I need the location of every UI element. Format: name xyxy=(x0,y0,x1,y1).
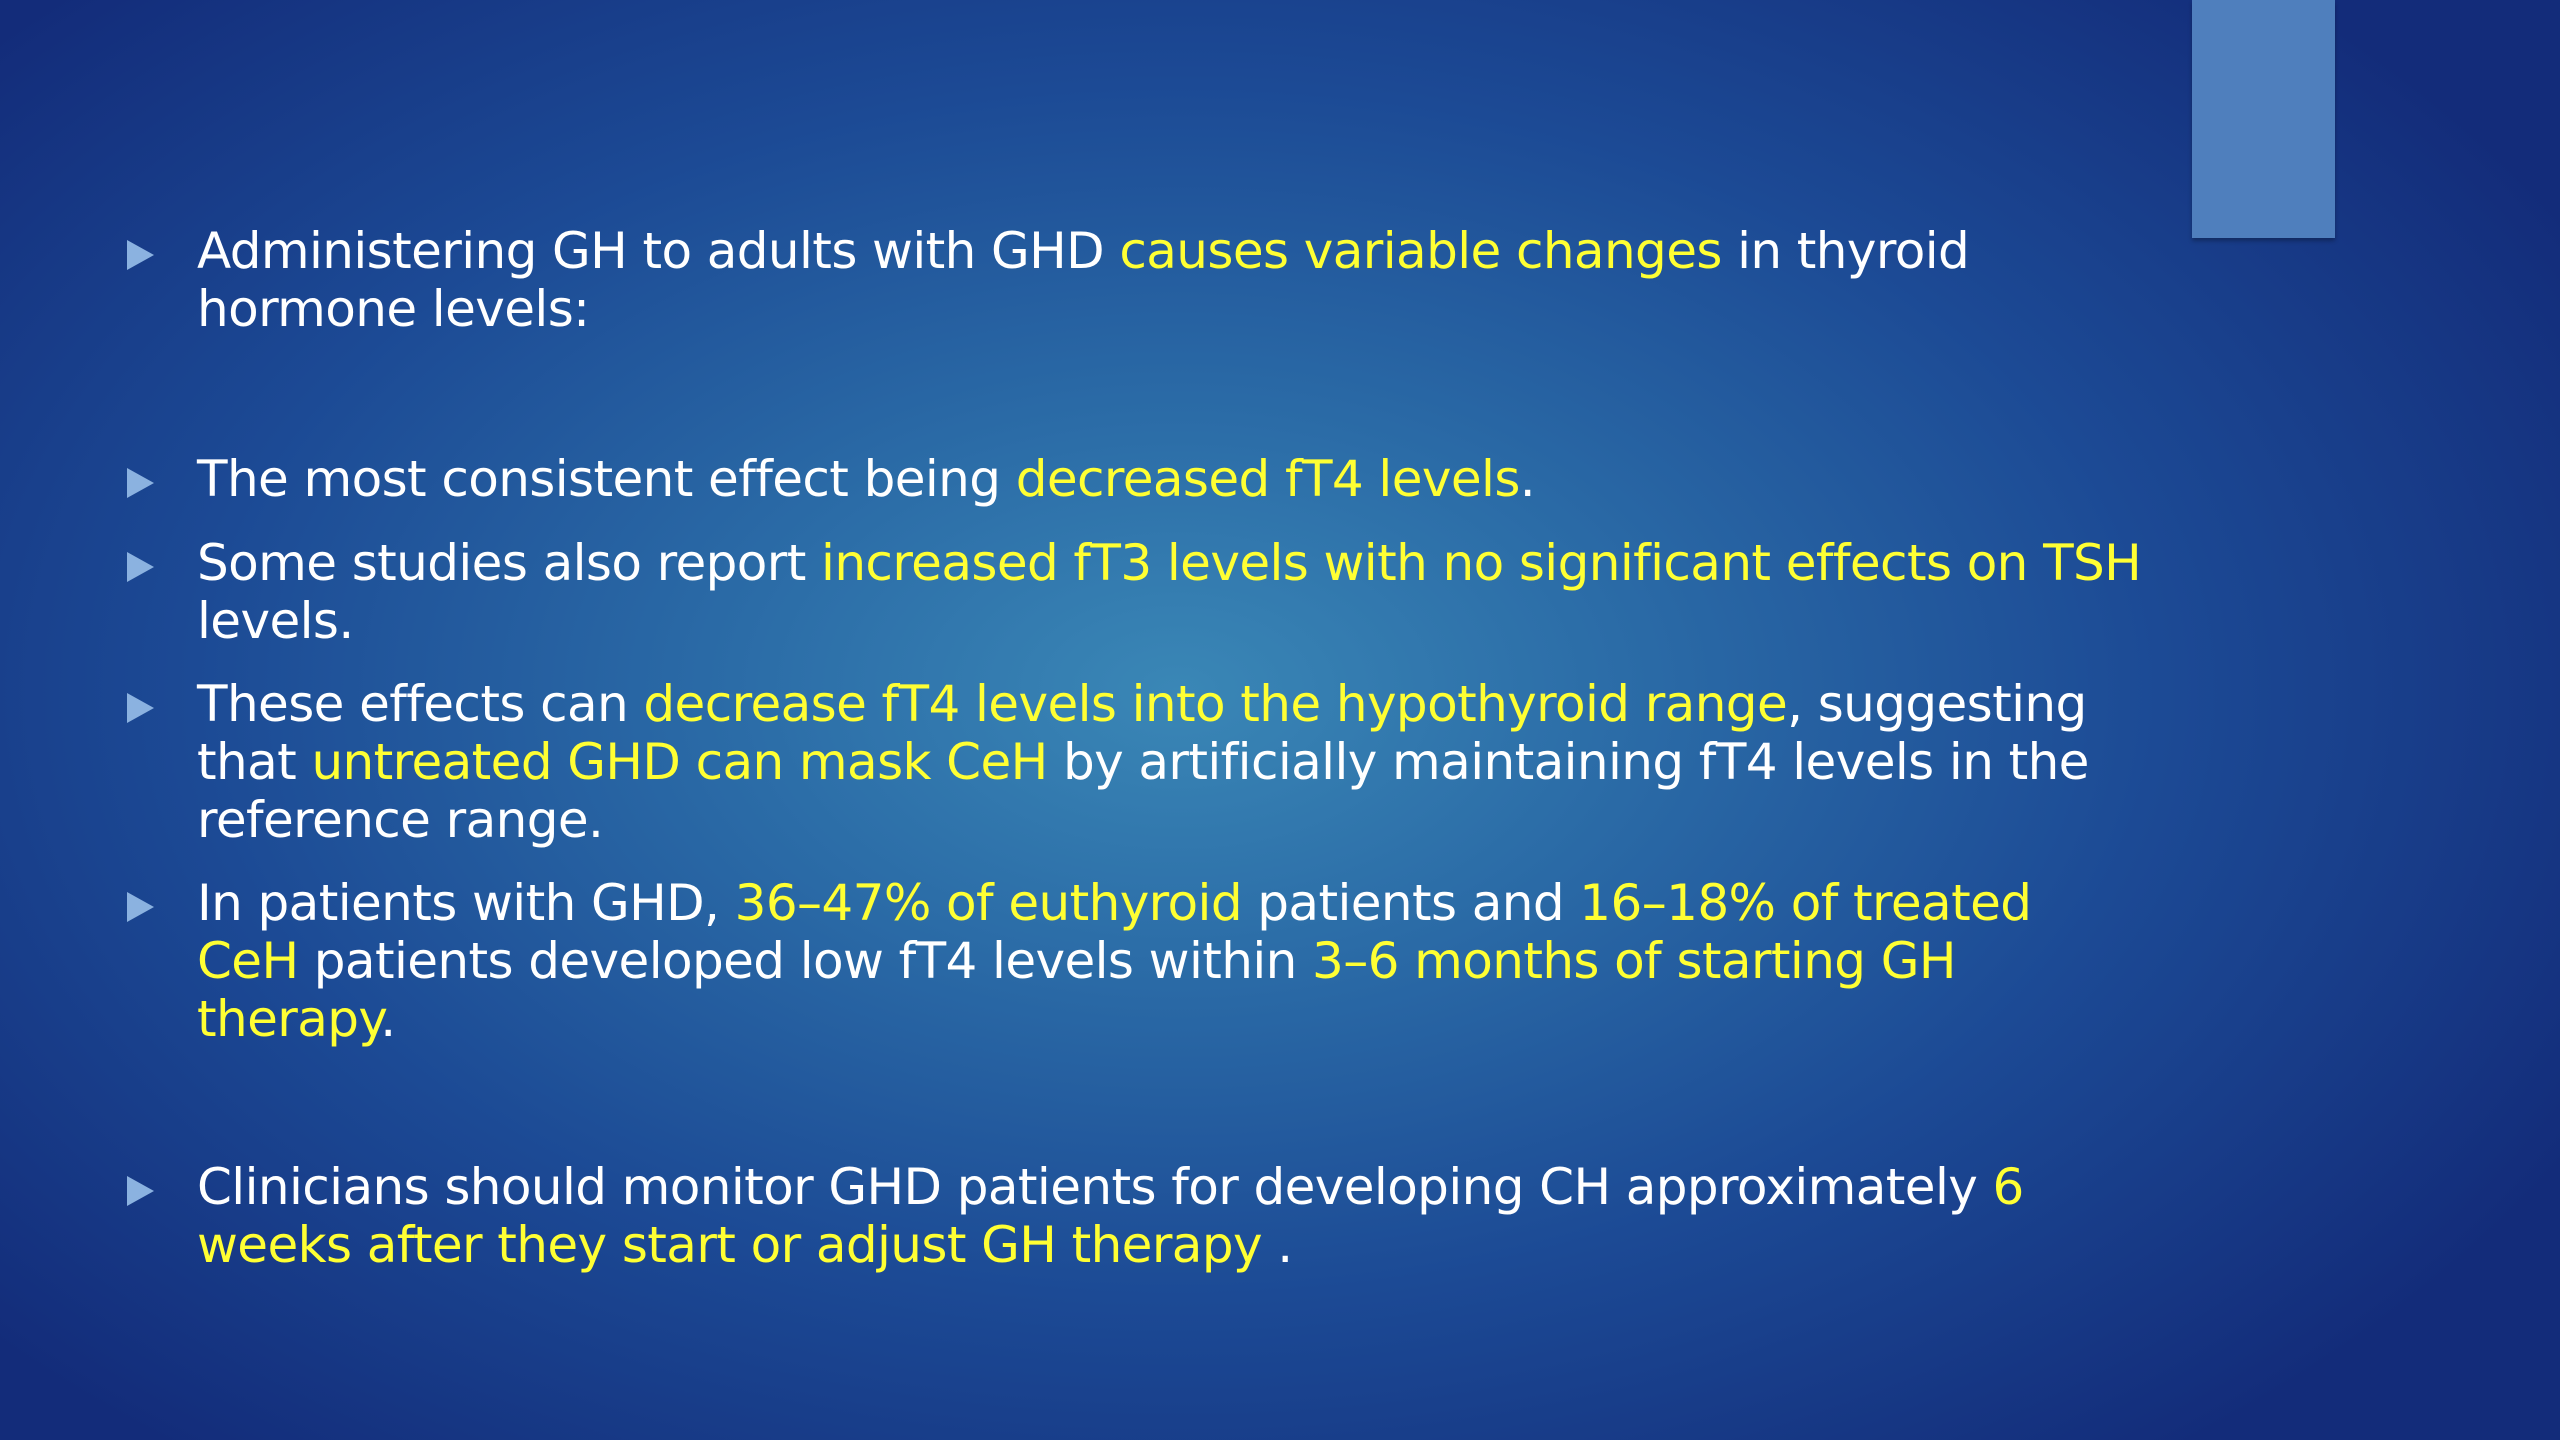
body-text: hormone levels: xyxy=(197,280,590,338)
body-text: Clinicians should monitor GHD patients for developing CH approximately xyxy=(197,1158,1993,1216)
body-text: reference range. xyxy=(197,791,604,849)
highlighted-text: increased fT3 levels with no significant effects on TSH xyxy=(821,534,2142,592)
bullet-arrow-icon xyxy=(127,468,154,498)
bullet-text xyxy=(197,222,2217,338)
highlighted-text: 3–6 months of starting GH xyxy=(1312,932,1956,990)
highlighted-text: CeH xyxy=(197,932,299,990)
body-text: The most consistent effect being xyxy=(197,450,1016,508)
bullet-line xyxy=(197,450,2217,508)
body-text: levels. xyxy=(197,592,354,650)
highlighted-text: causes variable changes xyxy=(1119,222,1722,280)
bullet-arrow-icon xyxy=(127,552,154,582)
highlighted-text: decrease fT4 levels into the hypothyroid range xyxy=(643,675,1788,733)
bullet-line xyxy=(197,675,2217,733)
body-text: , suggesting xyxy=(1787,675,2087,733)
bullet-text xyxy=(197,534,2217,650)
bullet-arrow-icon xyxy=(127,892,154,922)
highlighted-text: weeks after they start or adjust GH therapy xyxy=(197,1216,1262,1274)
bullet-line xyxy=(197,990,2217,1048)
bullet-line xyxy=(197,1158,2217,1216)
body-text: Some studies also report xyxy=(197,534,822,592)
bullet-item xyxy=(127,222,2217,338)
bullet-arrow-icon xyxy=(127,240,154,270)
bullet-text xyxy=(197,675,2217,849)
body-text: by artificially maintaining fT4 levels in the xyxy=(1047,733,2089,791)
bullet-item xyxy=(127,1158,2217,1274)
highlighted-text: 6 xyxy=(1992,1158,2024,1216)
highlighted-text: untreated GHD can mask CeH xyxy=(311,733,1048,791)
body-text: Administering GH to adults with GHD xyxy=(197,222,1120,280)
body-text: patients and xyxy=(1241,874,1580,932)
body-text: that xyxy=(197,733,312,791)
body-text: . xyxy=(1519,450,1536,508)
bullet-item xyxy=(127,534,2217,650)
body-text: in thyroid xyxy=(1721,222,1970,280)
bullet-line xyxy=(197,932,2217,990)
bullet-line xyxy=(197,280,2217,338)
body-text: These effects can xyxy=(197,675,644,733)
bullet-arrow-icon xyxy=(127,1176,154,1206)
highlighted-text: decreased fT4 levels xyxy=(1015,450,1520,508)
body-text: . xyxy=(380,990,396,1048)
bullet-line xyxy=(197,791,2217,849)
bullet-text xyxy=(197,874,2217,1048)
corner-accent-tab xyxy=(2192,0,2335,238)
bullet-arrow-icon xyxy=(127,693,154,723)
bullet-line xyxy=(197,222,2217,280)
bullet-line xyxy=(197,874,2217,932)
highlighted-text: 36–47% of euthyroid xyxy=(734,874,1242,932)
bullet-line xyxy=(197,534,2217,592)
highlighted-text: therapy xyxy=(197,990,381,1048)
bullet-line xyxy=(197,1216,2217,1274)
bullet-item xyxy=(127,450,2217,508)
bullet-line xyxy=(197,592,2217,650)
body-text: In patients with GHD, xyxy=(197,874,735,932)
bullet-item xyxy=(127,675,2217,849)
highlighted-text: 16–18% of treated xyxy=(1579,874,2032,932)
bullet-item xyxy=(127,874,2217,1048)
body-text: patients developed low fT4 levels within xyxy=(298,932,1313,990)
bullet-text xyxy=(197,450,2217,508)
body-text: . xyxy=(1261,1216,1293,1274)
bullet-line xyxy=(197,733,2217,791)
bullet-text xyxy=(197,1158,2217,1274)
